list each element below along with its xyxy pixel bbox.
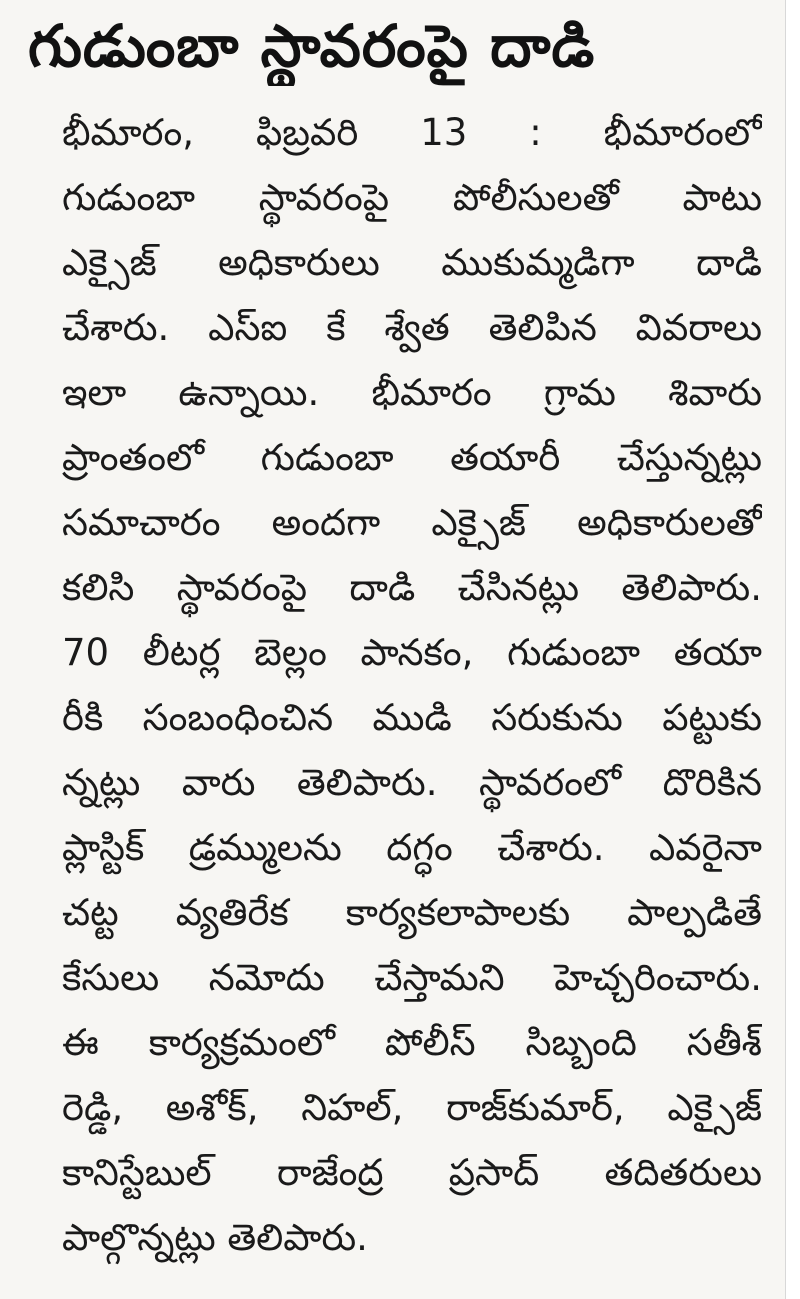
article-line: కానిస్టేబుల్ రాజేంద్ర ప్రసాద్ తదితరులు — [62, 1151, 762, 1194]
article-line: పాల్గొన్నట్లు తెలిపారు. — [62, 1216, 368, 1259]
article-line: ప్రాంతంలో గుడుంబా తయారీ చేస్తున్నట్లు — [62, 436, 762, 479]
article-line: సమాచారం అందగా ఎక్సైజ్ అధికారులతో — [62, 501, 762, 544]
article-line: చేశారు. ఎస్ఐ కే శ్వేత తెలిపిన వివరాలు — [62, 306, 762, 349]
article-line: ఈ కార్యక్రమంలో పోలీస్ సిబ్బంది సతీశ్ — [62, 1021, 762, 1064]
article-line: 70 లీటర్ల బెల్లం పానకం, గుడుంబా తయా — [62, 631, 762, 674]
article-line: చట్ట వ్యతిరేక కార్యకలాపాలకు పాల్పడితే — [62, 891, 762, 934]
article-line: ఎక్సైజ్ అధికారులు ముకుమ్మడిగా దాడి — [62, 241, 762, 284]
article-line: కలిసి స్థావరంపై దాడి చేసినట్లు తెలిపారు. — [62, 566, 762, 609]
article-headline: గుడుంబా స్థావరంపై దాడి — [28, 12, 596, 80]
article-line: న్నట్లు వారు తెలిపారు. స్థావరంలో దొరికిన — [62, 761, 762, 804]
page-edge — [785, 0, 800, 1299]
article-line: గుడుంబా స్థావరంపై పోలీసులతో పాటు — [62, 176, 762, 219]
article-line: రీకి సంబంధించిన ముడి సరుకును పట్టుకు — [62, 696, 762, 739]
article-line: కేసులు నమోదు చేస్తామని హెచ్చరించారు. — [62, 956, 762, 999]
article-line: ఇలా ఉన్నాయి. భీమారం గ్రామ శివారు — [62, 371, 762, 414]
article-line: రెడ్డి, అశోక్, నిహల్, రాజ్‌కుమార్, ఎక్సైజ్ — [62, 1086, 762, 1129]
article-line: ప్లాస్టిక్ డ్రమ్ములను దగ్ధం చేశారు. ఎవరైనా — [62, 826, 762, 869]
article-line: భీమారం, ఫిబ్రవరి 13 : భీమారంలో — [62, 111, 762, 154]
article-body — [62, 100, 762, 1270]
